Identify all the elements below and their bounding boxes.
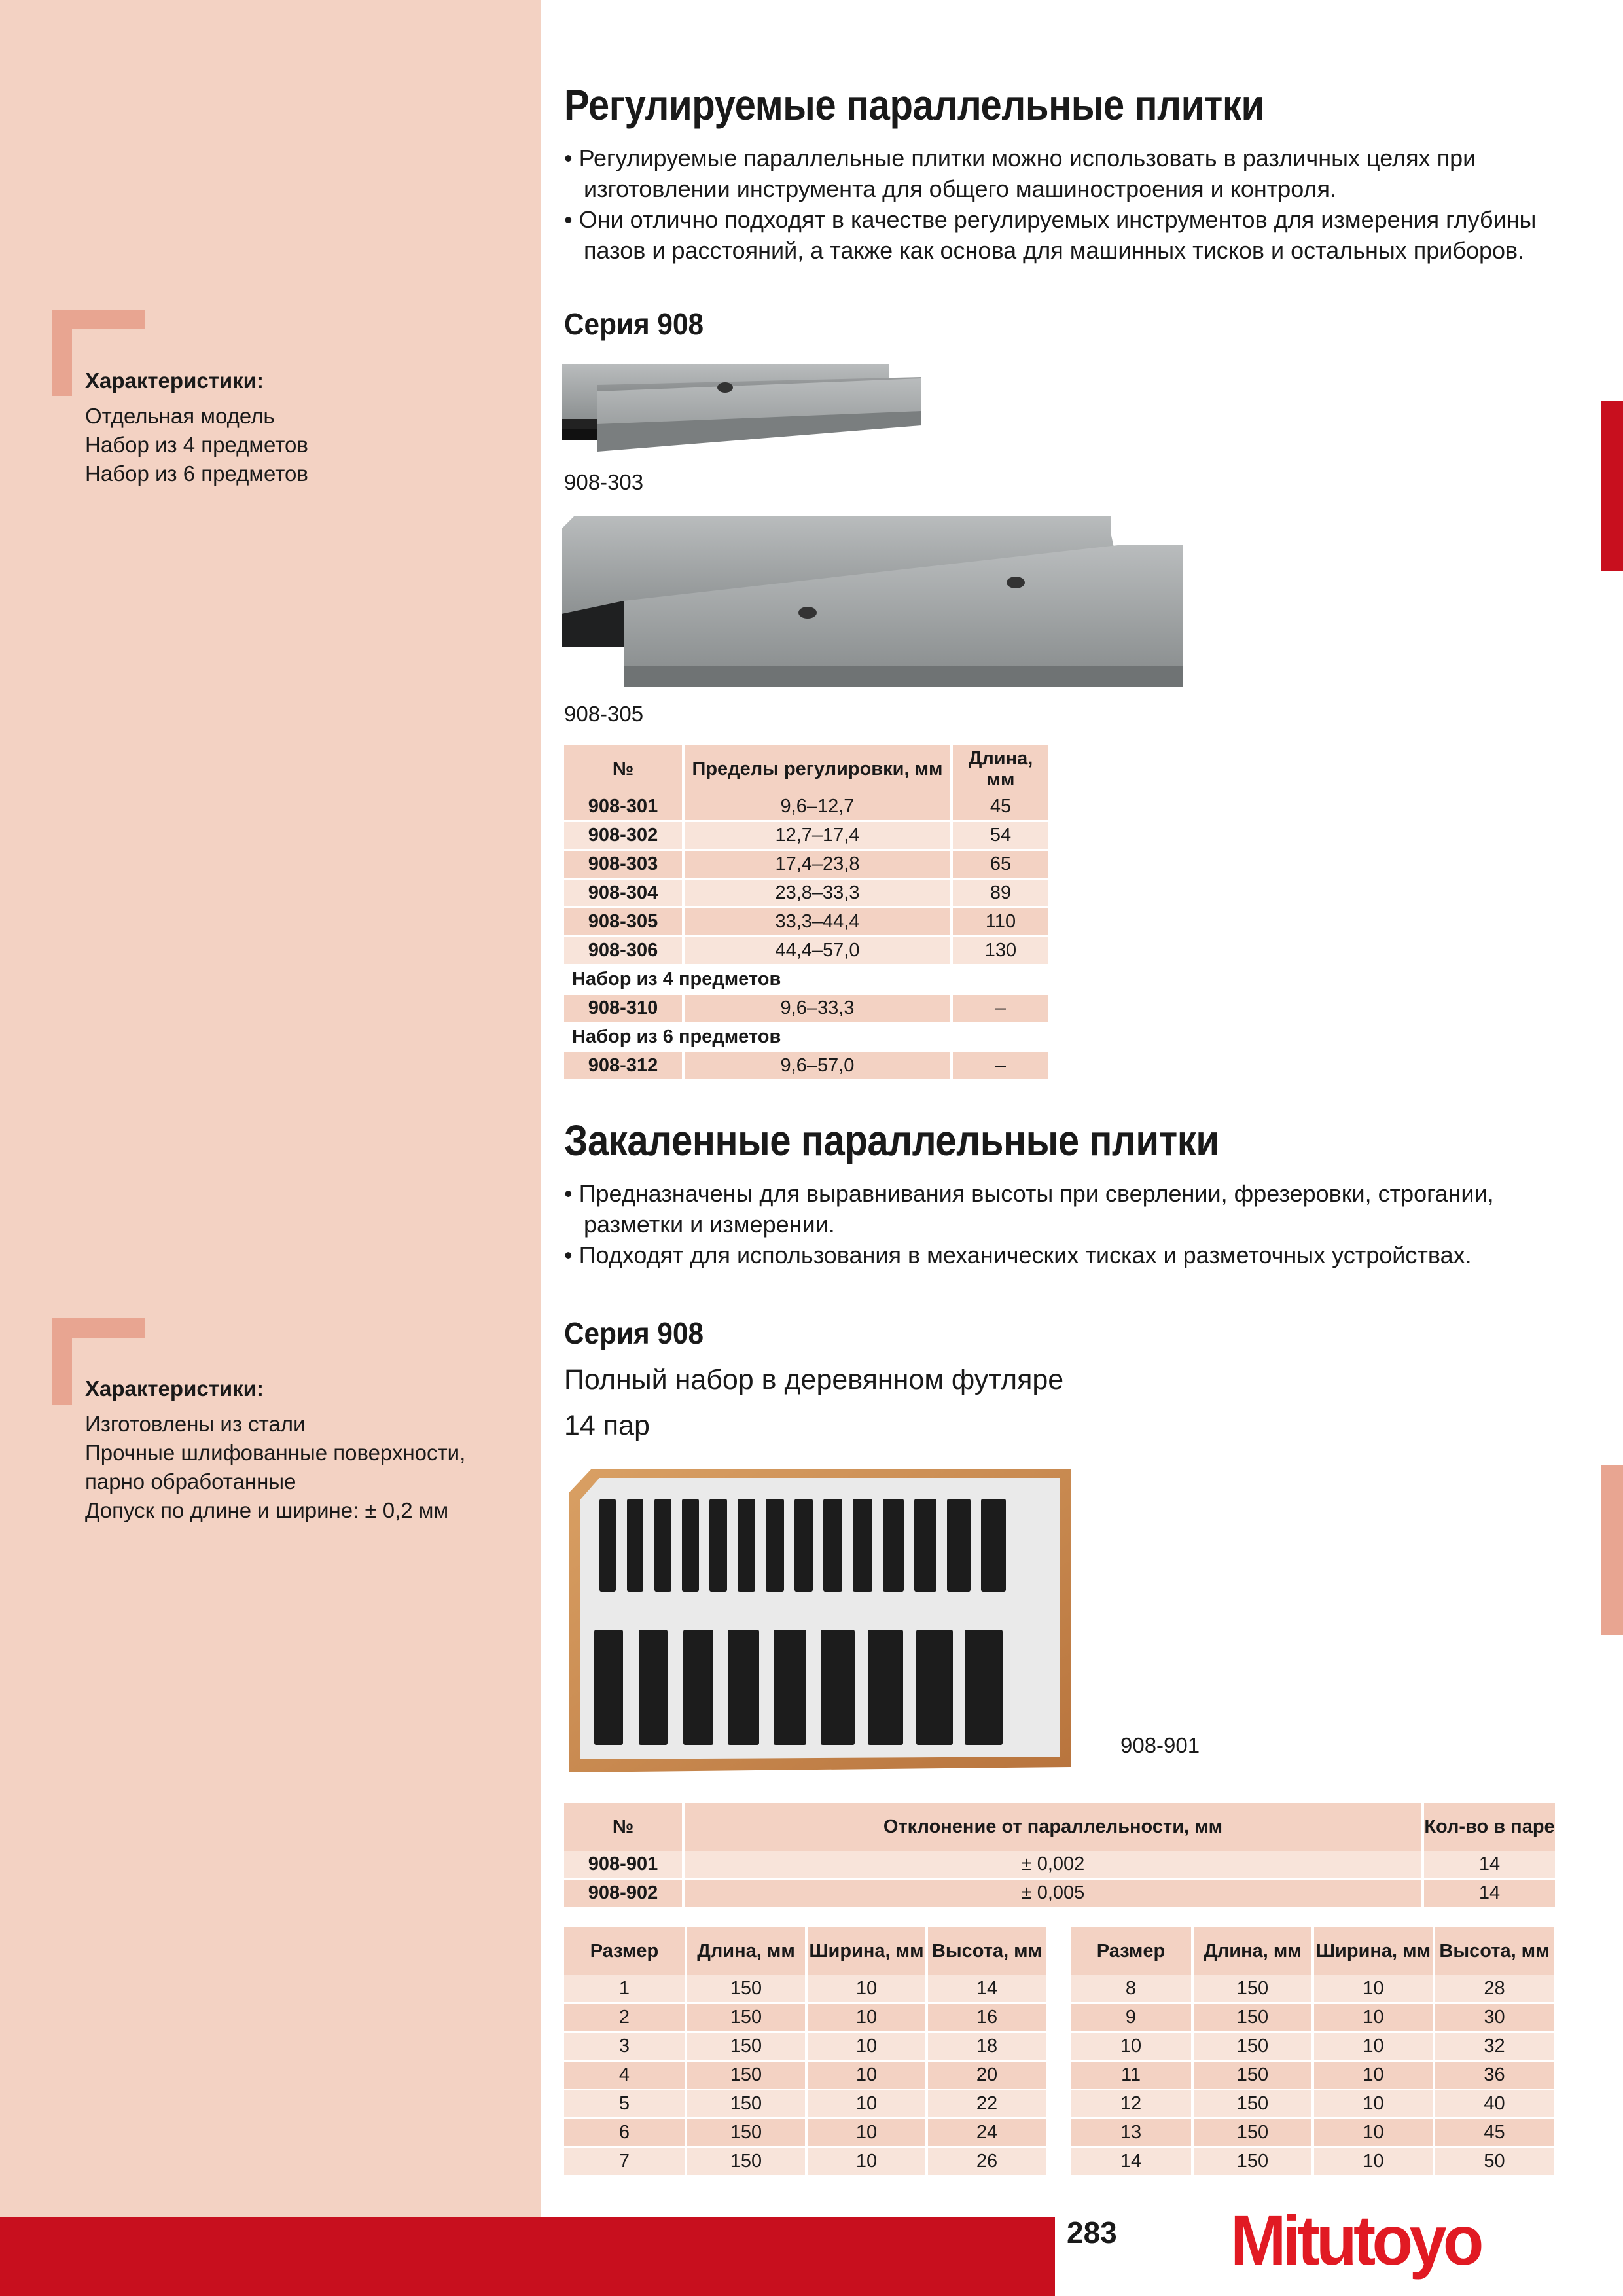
table-cell: 12 xyxy=(1071,2090,1191,2119)
table-cell: 33,3–44,4 xyxy=(682,908,950,937)
features-title: Характеристики: xyxy=(85,1376,264,1401)
series-heading: Серия 908 xyxy=(564,307,704,341)
table-row xyxy=(564,851,1048,880)
table-cell: 150 xyxy=(685,2148,805,2177)
table-cell: 150 xyxy=(1191,2148,1311,2177)
table-cell: 24 xyxy=(925,2119,1046,2148)
col-header: № xyxy=(564,1803,682,1851)
table-cell: 10 xyxy=(1311,2119,1433,2148)
chapter-tab-red xyxy=(1601,401,1623,571)
features-block-1 xyxy=(85,367,308,488)
col-header: Размер xyxy=(1071,1927,1191,1975)
col-header: Отклонение от параллельности, мм xyxy=(682,1803,1421,1851)
table-cell: 8 xyxy=(1071,1975,1191,2004)
table-cell: 45 xyxy=(1433,2119,1554,2148)
table-cell: 26 xyxy=(925,2148,1046,2177)
table-cell: 9,6–12,7 xyxy=(682,793,950,822)
table-cell: 44,4–57,0 xyxy=(682,937,950,966)
table-row xyxy=(1071,2062,1554,2090)
table-cell: ± 0,005 xyxy=(682,1880,1421,1909)
table-row xyxy=(1071,2119,1554,2148)
table-cell: 130 xyxy=(950,937,1048,966)
col-header: Высота, мм xyxy=(925,1927,1046,1975)
table-cell: 150 xyxy=(685,2004,805,2033)
sizes-table-right xyxy=(1071,1927,1554,2177)
image-caption: 908-305 xyxy=(564,702,644,726)
table-cell: 150 xyxy=(685,2090,805,2119)
table-cell: 14 xyxy=(1421,1851,1555,1880)
table-cell: 12,7–17,4 xyxy=(682,822,950,851)
table-cell: 28 xyxy=(1433,1975,1554,2004)
table-cell: 908-306 xyxy=(564,937,682,966)
table-cell: 10 xyxy=(805,2033,925,2062)
table-row xyxy=(564,908,1048,937)
table-row xyxy=(564,822,1048,851)
table-cell: 32 xyxy=(1433,2033,1554,2062)
page-number: 283 xyxy=(1067,2215,1117,2250)
col-header: № xyxy=(564,745,682,793)
col-header: Ширина, мм xyxy=(1311,1927,1433,1975)
table-row xyxy=(564,793,1048,822)
table-row xyxy=(1071,2004,1554,2033)
table-cell: 908-301 xyxy=(564,793,682,822)
table-cell: 10 xyxy=(805,2062,925,2090)
table-cell: 16 xyxy=(925,2004,1046,2033)
table-cell: 908-312 xyxy=(564,1052,682,1081)
table-row xyxy=(564,937,1048,966)
adjustable-parallel-large-image xyxy=(562,516,1203,694)
table-cell: 908-902 xyxy=(564,1880,682,1909)
table-cell: 17,4–23,8 xyxy=(682,851,950,880)
table-cell: 908-305 xyxy=(564,908,682,937)
table-cell: 150 xyxy=(685,2119,805,2148)
table-cell: 10 xyxy=(1311,2004,1433,2033)
table-cell: 11 xyxy=(1071,2062,1191,2090)
table-group-row xyxy=(564,966,1048,995)
feature-item: Изготовлены из стали xyxy=(85,1412,306,1436)
col-header: Кол-во в паре xyxy=(1421,1803,1555,1851)
table-cell: – xyxy=(950,995,1048,1024)
sizes-table-left xyxy=(564,1927,1046,2177)
table-group-label: Набор из 4 предметов xyxy=(564,966,1048,995)
table-cell: 89 xyxy=(950,880,1048,908)
table-cell: 1 xyxy=(564,1975,685,2004)
table-cell: 54 xyxy=(950,822,1048,851)
feature-item: Набор из 6 предметов xyxy=(85,461,308,486)
table-group-row xyxy=(564,1024,1048,1052)
table-cell: 9 xyxy=(1071,2004,1191,2033)
table-cell: 14 xyxy=(1421,1880,1555,1909)
table-cell: 10 xyxy=(1311,2090,1433,2119)
table-cell: 908-310 xyxy=(564,995,682,1024)
section1-bullets xyxy=(564,143,1559,266)
table-row xyxy=(564,1975,1046,2004)
section2-title: Закаленные параллельные плитки xyxy=(564,1116,1219,1164)
section2-bullets xyxy=(564,1178,1559,1270)
table-cell: 150 xyxy=(1191,1975,1311,2004)
table-cell: 4 xyxy=(564,2062,685,2090)
table-cell: 150 xyxy=(1191,2119,1311,2148)
table-cell: 908-901 xyxy=(564,1851,682,1880)
feature-item: Прочные шлифованные поверхности, xyxy=(85,1441,466,1465)
table-cell: 9,6–33,3 xyxy=(682,995,950,1024)
table-cell: 10 xyxy=(805,1975,925,2004)
table-cell: 18 xyxy=(925,2033,1046,2062)
footer-red-bar xyxy=(0,2217,1055,2296)
table-row xyxy=(564,2004,1046,2033)
table-row xyxy=(564,2062,1046,2090)
bullet-item: • Они отлично подходят в качестве регулируемых инструментов для измерения глубины пазов и расстояний, а также как основа для машинных тисков и остальных приборов. xyxy=(564,206,1537,264)
table-cell: 10 xyxy=(805,2004,925,2033)
bullet-item: • Подходят для использования в механических тисках и разметочных устройствах. xyxy=(564,1242,1472,1268)
table-cell: 10 xyxy=(805,2090,925,2119)
table-row xyxy=(1071,2033,1554,2062)
table-cell: 10 xyxy=(1071,2033,1191,2062)
col-header: Длина, мм xyxy=(685,1927,805,1975)
table-row xyxy=(564,2119,1046,2148)
table-cell: – xyxy=(950,1052,1048,1081)
table-cell: 150 xyxy=(685,1975,805,2004)
table-cell: 23,8–33,3 xyxy=(682,880,950,908)
bullet-item: • Регулируемые параллельные плитки можно использовать в различных целях при изготовлении инструмента для общего машиностроения и контроля. xyxy=(564,145,1476,202)
table-cell: 13 xyxy=(1071,2119,1191,2148)
adjustable-parallels-table xyxy=(564,745,1048,1081)
image-caption: 908-901 xyxy=(1120,1733,1200,1757)
series-heading: Серия 908 xyxy=(564,1316,704,1350)
table-cell: 10 xyxy=(805,2148,925,2177)
col-header: Пределы регулировки, мм xyxy=(682,745,950,793)
table-cell: 22 xyxy=(925,2090,1046,2119)
table-row xyxy=(564,880,1048,908)
table-cell: 14 xyxy=(925,1975,1046,2004)
col-header: Размер xyxy=(564,1927,685,1975)
table-cell: 10 xyxy=(1311,2148,1433,2177)
table-row xyxy=(564,2148,1046,2177)
table-cell: ± 0,002 xyxy=(682,1851,1421,1880)
adjustable-parallel-small-image xyxy=(562,359,928,463)
table-row xyxy=(564,2033,1046,2062)
feature-item: Набор из 4 предметов xyxy=(85,433,308,457)
table-cell: 10 xyxy=(1311,1975,1433,2004)
parallelism-table xyxy=(564,1803,1555,1909)
col-header: Ширина, мм xyxy=(805,1927,925,1975)
table-cell: 40 xyxy=(1433,2090,1554,2119)
table-cell: 10 xyxy=(1311,2033,1433,2062)
table-cell: 3 xyxy=(564,2033,685,2062)
table-row xyxy=(564,995,1048,1024)
table-cell: 65 xyxy=(950,851,1048,880)
table-cell: 9,6–57,0 xyxy=(682,1052,950,1081)
brand-logo: Mitutoyo xyxy=(1230,2200,1480,2280)
table-cell: 36 xyxy=(1433,2062,1554,2090)
table-cell: 5 xyxy=(564,2090,685,2119)
table-row xyxy=(1071,2148,1554,2177)
feature-item: Допуск по длине и ширине: ± 0,2 мм xyxy=(85,1498,449,1522)
table-cell: 908-304 xyxy=(564,880,682,908)
table-cell: 908-302 xyxy=(564,822,682,851)
table-group-label: Набор из 6 предметов xyxy=(564,1024,1048,1052)
table-cell: 45 xyxy=(950,793,1048,822)
table-cell: 30 xyxy=(1433,2004,1554,2033)
section1-title: Регулируемые параллельные плитки xyxy=(564,81,1264,129)
table-cell: 2 xyxy=(564,2004,685,2033)
table-row xyxy=(564,2090,1046,2119)
wooden-case-set-image xyxy=(565,1466,1076,1778)
col-header: Длина, мм xyxy=(1191,1927,1311,1975)
table-row xyxy=(1071,1975,1554,2004)
table-cell: 10 xyxy=(805,2119,925,2148)
table-cell: 110 xyxy=(950,908,1048,937)
image-caption: 908-303 xyxy=(564,470,644,494)
table-cell: 150 xyxy=(1191,2004,1311,2033)
table-cell: 150 xyxy=(685,2033,805,2062)
table-cell: 50 xyxy=(1433,2148,1554,2177)
table-cell: 150 xyxy=(1191,2090,1311,2119)
col-header: Высота, мм xyxy=(1433,1927,1554,1975)
chapter-tab-pink xyxy=(1601,1465,1623,1635)
col-header: Длина, мм xyxy=(950,745,1048,793)
table-cell: 20 xyxy=(925,2062,1046,2090)
features-block-2 xyxy=(85,1374,465,1525)
table-cell: 7 xyxy=(564,2148,685,2177)
table-cell: 6 xyxy=(564,2119,685,2148)
bullet-item: • Предназначены для выравнивания высоты при сверлении, фрезеровки, строгании, разметки и измерении. xyxy=(564,1180,1494,1238)
table-row xyxy=(564,1052,1048,1081)
table-row xyxy=(1071,2090,1554,2119)
table-cell: 150 xyxy=(685,2062,805,2090)
set-description: Полный набор в деревянном футляре xyxy=(564,1364,1064,1395)
table-row xyxy=(564,1880,1555,1909)
table-cell: 14 xyxy=(1071,2148,1191,2177)
feature-item: парно обработанные xyxy=(85,1469,296,1494)
table-cell: 908-303 xyxy=(564,851,682,880)
features-title: Характеристики: xyxy=(85,368,264,393)
table-cell: 150 xyxy=(1191,2033,1311,2062)
table-row xyxy=(564,1851,1555,1880)
table-cell: 150 xyxy=(1191,2062,1311,2090)
table-cell: 10 xyxy=(1311,2062,1433,2090)
feature-item: Отдельная модель xyxy=(85,404,275,428)
set-pairs: 14 пар xyxy=(564,1410,650,1441)
